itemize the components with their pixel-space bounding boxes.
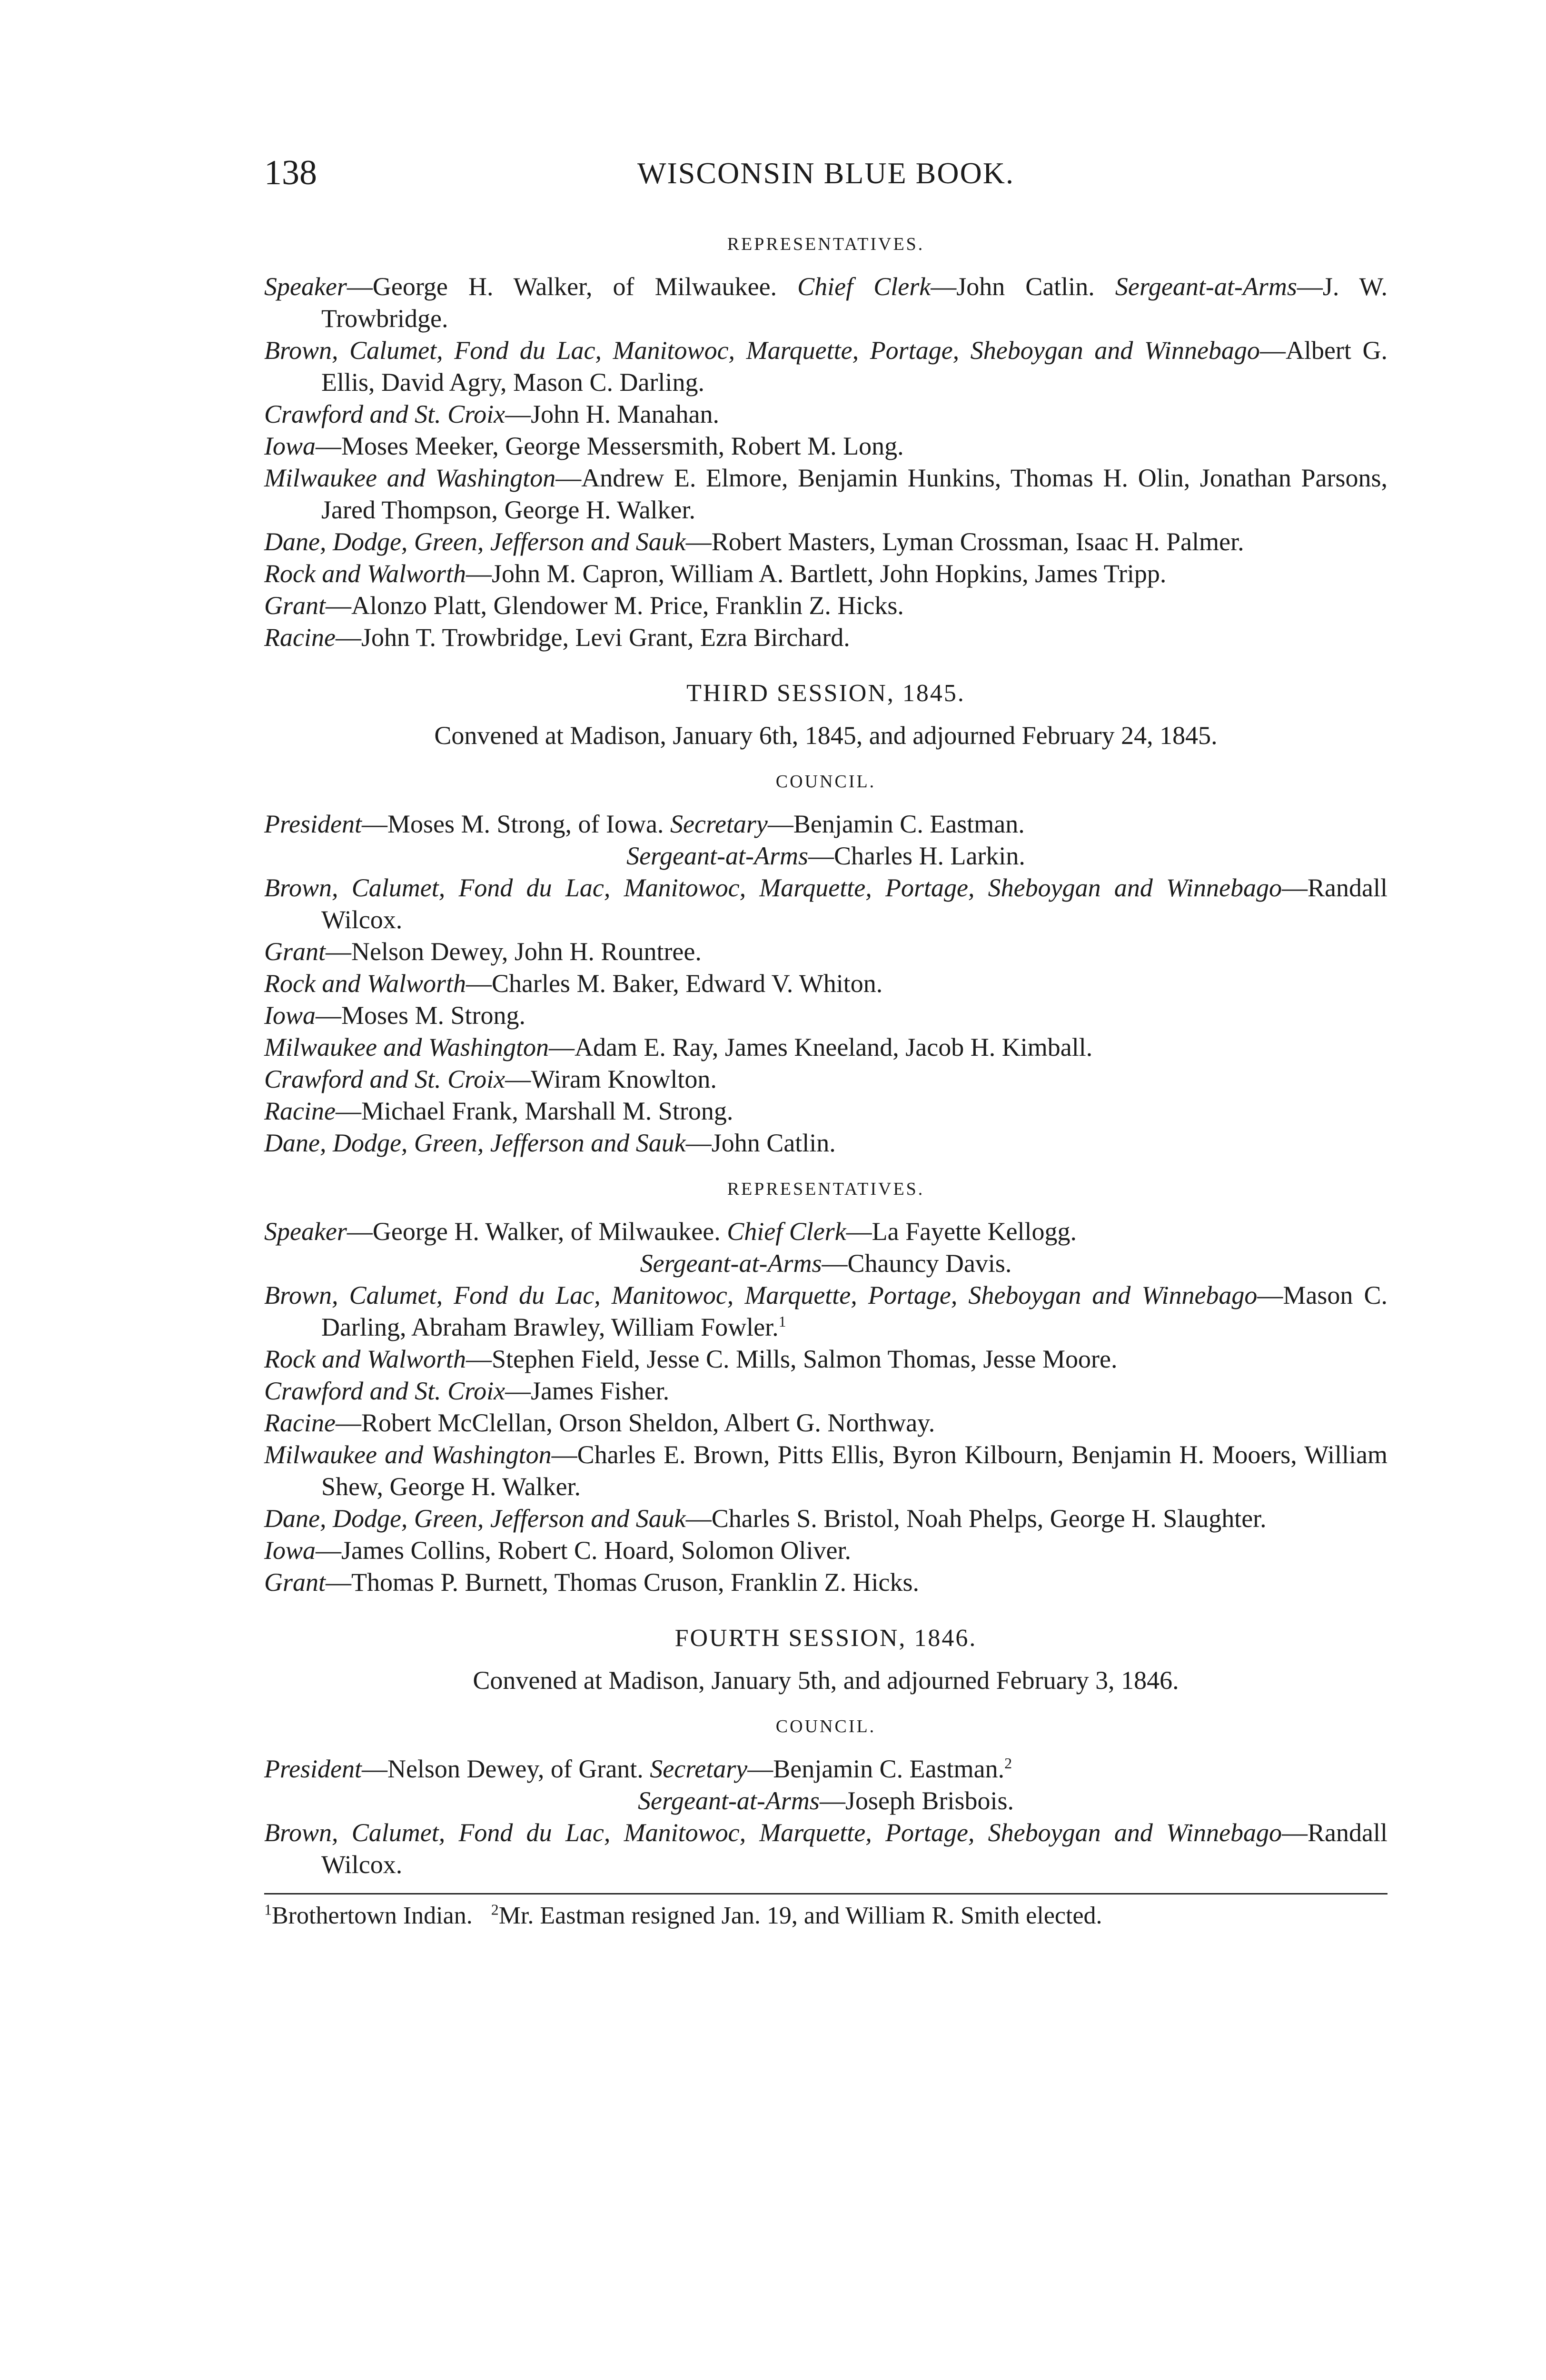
- entry-district: Iowa—Moses M. Strong.: [264, 1001, 526, 1030]
- entry-district: Dane, Dodge, Green, Jefferson and Sauk—Charles S. Bristol, Noah Phelps, George H. Slaughter.: [264, 1504, 1267, 1533]
- entry-sergeant: Sergeant-at-Arms—Chauncy Davis.: [640, 1249, 1012, 1278]
- footnotes: [264, 1901, 1387, 1931]
- entry-district: Racine—Robert McClellan, Orson Sheldon, Albert G. Northway.: [264, 1408, 935, 1437]
- entry-district: Brown, Calumet, Fond du Lac, Manitowoc, Marquette, Portage, Sheboygan and Winnebago—Randall Wilcox.: [264, 1818, 1387, 1879]
- session-title: FOURTH SESSION, 1846.: [674, 1625, 977, 1652]
- entry-district: Milwaukee and Washington—Adam E. Ray, James Kneeland, Jacob H. Kimball.: [264, 1033, 1093, 1061]
- section-heading-council: COUNCIL.: [775, 772, 876, 792]
- entry-district: Crawford and St. Croix—Wiram Knowlton.: [264, 1065, 717, 1093]
- session-title: THIRD SESSION, 1845.: [686, 680, 965, 707]
- entry-president: President—Moses M. Strong, of Iowa. Secretary—Benjamin C. Eastman.: [264, 810, 1025, 838]
- entry-sergeant: Sergeant-at-Arms—Charles H. Larkin.: [626, 842, 1025, 870]
- footnote-rule: [264, 1893, 1387, 1894]
- entry-district: Brown, Calumet, Fond du Lac, Manitowoc, Marquette, Portage, Sheboygan and Winnebago—Randall Wilcox.: [264, 873, 1387, 934]
- footnote-1: $^1$Brothertown Indian. $^2$Mr. Eastman resigned Jan. 19, and William R. Smith elected.: [264, 1901, 1102, 1929]
- entry-sergeant: Sergeant-at-Arms—Joseph Brisbois.: [638, 1786, 1014, 1815]
- session-convened: Convened at Madison, January 6th, 1845, and adjourned February 24, 1845.: [434, 721, 1218, 750]
- entry-district: Rock and Walworth—John M. Capron, William A. Bartlett, John Hopkins, James Tripp.: [264, 559, 1167, 588]
- document-page: [264, 138, 1387, 1931]
- section-heading-representatives: REPRESENTATIVES.: [727, 1179, 925, 1199]
- entry-district: Rock and Walworth—Stephen Field, Jesse C. Mills, Salmon Thomas, Jesse Moore.: [264, 1345, 1118, 1373]
- entry-district: Brown, Calumet, Fond du Lac, Manitowoc, Marquette, Portage, Sheboygan and Winnebago—Mason C. Darling, Abraham Brawley, William Fowler.$^1$: [264, 1281, 1388, 1341]
- entry-district: Dane, Dodge, Green, Jefferson and Sauk—John Catlin.: [264, 1129, 836, 1157]
- page-header: [264, 138, 1387, 214]
- entry-district: Brown, Calumet, Fond du Lac, Manitowoc, Marquette, Portage, Sheboygan and Winnebago—Albert G. Ellis, David Agry, Mason C. Darling.: [264, 336, 1388, 397]
- entry-district: Rock and Walworth—Charles M. Baker, Edward V. Whiton.: [264, 969, 883, 998]
- entry-district: Racine—Michael Frank, Marshall M. Strong.: [264, 1097, 733, 1125]
- entry-district: Crawford and St. Croix—John H. Manahan.: [264, 400, 720, 428]
- section-heading-representatives: REPRESENTATIVES.: [727, 234, 925, 254]
- session-convened: Convened at Madison, January 5th, and adjourned February 3, 1846.: [473, 1666, 1179, 1695]
- entry-president: President—Nelson Dewey, of Grant. Secretary—Benjamin C. Eastman.$^2$: [264, 1755, 1012, 1783]
- entry-district: Crawford and St. Croix—James Fisher.: [264, 1377, 670, 1405]
- footnote-marker: 1: [778, 1313, 786, 1330]
- entry-district: Milwaukee and Washington—Charles E. Brown, Pitts Ellis, Byron Kilbourn, Benjamin H. Mooers, William Shew, George H. Walker.: [264, 1440, 1387, 1501]
- entry-district: Racine—John T. Trowbridge, Levi Grant, Ezra Birchard.: [264, 623, 850, 652]
- entry-speaker: Speaker—George H. Walker, of Milwaukee. Chief Clerk—La Fayette Kellogg.: [264, 1217, 1077, 1246]
- entry-district: Dane, Dodge, Green, Jefferson and Sauk—Robert Masters, Lyman Crossman, Isaac H. Palmer.: [264, 527, 1244, 556]
- section-heading-council: COUNCIL.: [775, 1716, 876, 1736]
- entry-district: Iowa—James Collins, Robert C. Hoard, Solomon Oliver.: [264, 1536, 851, 1565]
- running-head: WISCONSIN BLUE BOOK.: [637, 156, 1014, 190]
- page-number: 138: [264, 153, 317, 192]
- entry-speaker: Speaker—George H. Walker, of Milwaukee. Chief Clerk—John Catlin. Sergeant-at-Arms—J. W. Trowbridge.: [264, 272, 1387, 333]
- entry-district: Iowa—Moses Meeker, George Messersmith, Robert M. Long.: [264, 432, 904, 460]
- entry-district: Grant—Nelson Dewey, John H. Rountree.: [264, 937, 702, 966]
- entry-district: Grant—Alonzo Platt, Glendower M. Price, Franklin Z. Hicks.: [264, 591, 904, 620]
- entry-district: Milwaukee and Washington—Andrew E. Elmore, Benjamin Hunkins, Thomas H. Olin, Jonathan Parsons, Jared Thompson, George H. Walker.: [264, 464, 1387, 524]
- entry-district: Grant—Thomas P. Burnett, Thomas Cruson, Franklin Z. Hicks.: [264, 1568, 919, 1597]
- footnote-marker: 2: [1004, 1755, 1012, 1772]
